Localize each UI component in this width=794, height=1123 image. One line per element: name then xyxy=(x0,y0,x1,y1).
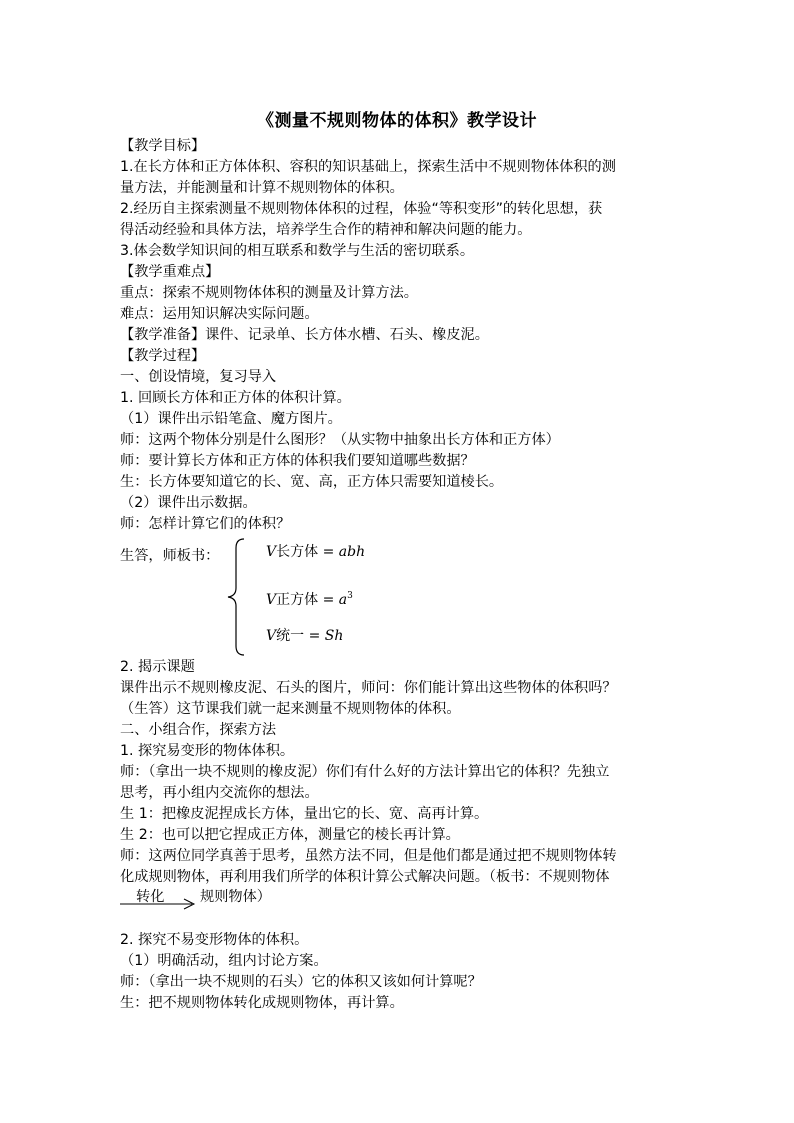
formula-subscript: 正方体 xyxy=(276,592,319,608)
paragraph-line: 生：把不规则物体转化成规则物体，再计算。 xyxy=(120,995,404,1011)
paragraph-line: 重点：探索不规则物体体积的测量及计算方法。 xyxy=(120,285,418,301)
formula-subscript: 长方体 xyxy=(276,544,319,560)
paragraph-line: 一、创设情境，复习导入 xyxy=(120,369,277,385)
paragraph-line: （2）课件出示数据。 xyxy=(120,495,257,511)
formula-subscript: 统一 xyxy=(276,628,305,644)
paragraph-line: 师：这两个物体分别是什么图形？（从实物中抽象出长方体和正方体） xyxy=(120,432,560,448)
paragraph-line: 师：这两位同学真善于思考，虽然方法不同，但是他们都是通过把不规则物体转 xyxy=(120,848,617,864)
formula-var: V xyxy=(266,544,277,560)
arrow-label: 转化 xyxy=(136,889,165,905)
paragraph-line: 师：怎样计算它们的体积？ xyxy=(120,516,291,532)
paragraph-line: 1.在长方体和正方体体积、容积的知识基础上，探索生活中不规则物体体积的测 xyxy=(120,159,616,175)
paragraph-line: 思考，再小组内交流你的想法。 xyxy=(120,785,319,801)
paragraph-line: 量方法，并能测量和计算不规则物体的体积。 xyxy=(120,180,404,196)
formula-equals: = xyxy=(318,544,339,560)
arrow-tail-text: 规则物体） xyxy=(200,889,271,905)
section-heading-key-points: 【教学重难点】 xyxy=(120,264,220,280)
paragraph-line: 生 2：也可以把它捏成正方体，测量它的棱长再计算。 xyxy=(120,827,460,843)
paragraph-line: 1. 探究易变形的物体体积。 xyxy=(120,743,295,759)
formula-cube xyxy=(266,586,353,610)
paragraph-line: 难点：运用知识解决实际问题。 xyxy=(120,306,319,322)
curly-brace-icon xyxy=(226,538,248,656)
paragraph-line: 二、小组合作，探索方法 xyxy=(120,722,277,738)
paragraph-line: 师：要计算长方体和正方体的体积我们要知道哪些数据？ xyxy=(120,453,475,469)
section-heading-objectives: 【教学目标】 xyxy=(120,138,206,154)
paragraph-line: 1. 回顾长方体和正方体的体积计算。 xyxy=(120,390,351,406)
paragraph-line: 生 1：把橡皮泥捏成长方体，量出它的长、宽、高再计算。 xyxy=(120,806,489,822)
formula-var: V xyxy=(266,592,277,608)
formula-equals: = xyxy=(318,592,339,608)
formula-base: a xyxy=(338,592,348,608)
formula-equals: = xyxy=(304,628,325,644)
paragraph-line: 生：长方体要知道它的长、宽、高，正方体只需要知道棱长。 xyxy=(120,474,504,490)
formula-cuboid xyxy=(266,542,365,562)
section-heading-preparation: 【教学准备】课件、记录单、长方体水槽、石头、橡皮泥。 xyxy=(120,327,489,343)
paragraph-line: 课件出示不规则橡皮泥、石头的图片，师问：你们能计算出这些物体的体积吗？ xyxy=(120,680,617,696)
formula-expr: abh xyxy=(338,544,366,560)
section-heading-process: 【教学过程】 xyxy=(120,348,206,364)
right-arrow-icon xyxy=(120,898,196,910)
formula-unified xyxy=(266,626,343,646)
document-title: 《测量不规则物体的体积》教学设计 xyxy=(257,111,537,131)
paragraph-line: 得活动经验和具体方法，培养学生合作的精神和解决问题的能力。 xyxy=(120,222,532,238)
paragraph-line: 师：（拿出一块不规则的石头）它的体积又该如何计算呢？ xyxy=(120,974,482,990)
formula-exponent: 3 xyxy=(347,591,353,601)
paragraph-line: 师：（拿出一块不规则的橡皮泥）你们有什么好的方法计算出它的体积？先独立 xyxy=(120,764,610,780)
paragraph-line: 2.经历自主探索测量不规则物体体积的过程，体验“等积变形”的转化思想，获 xyxy=(120,201,603,217)
formula-expr: Sh xyxy=(324,628,344,644)
paragraph-line: 3.体会数学知识间的相互联系和数学与生活的密切联系。 xyxy=(120,243,475,259)
paragraph-line: （1）明确活动，组内讨论方案。 xyxy=(120,953,328,969)
paragraph-line: 化成规则物体，再利用我们所学的体积计算公式解决问题。（板书：不规则物体 xyxy=(120,869,610,885)
paragraph-line: 2. 探究不易变形物体的体积。 xyxy=(120,932,309,948)
paragraph-line: 2. 揭示课题 xyxy=(120,659,195,675)
formula-label: 生答，师板书： xyxy=(120,548,220,564)
paragraph-line: （1）课件出示铅笔盒、魔方图片。 xyxy=(120,411,342,427)
formula-var: V xyxy=(266,628,277,644)
paragraph-line: （生答）这节课我们就一起来测量不规则物体的体积。 xyxy=(120,701,461,717)
